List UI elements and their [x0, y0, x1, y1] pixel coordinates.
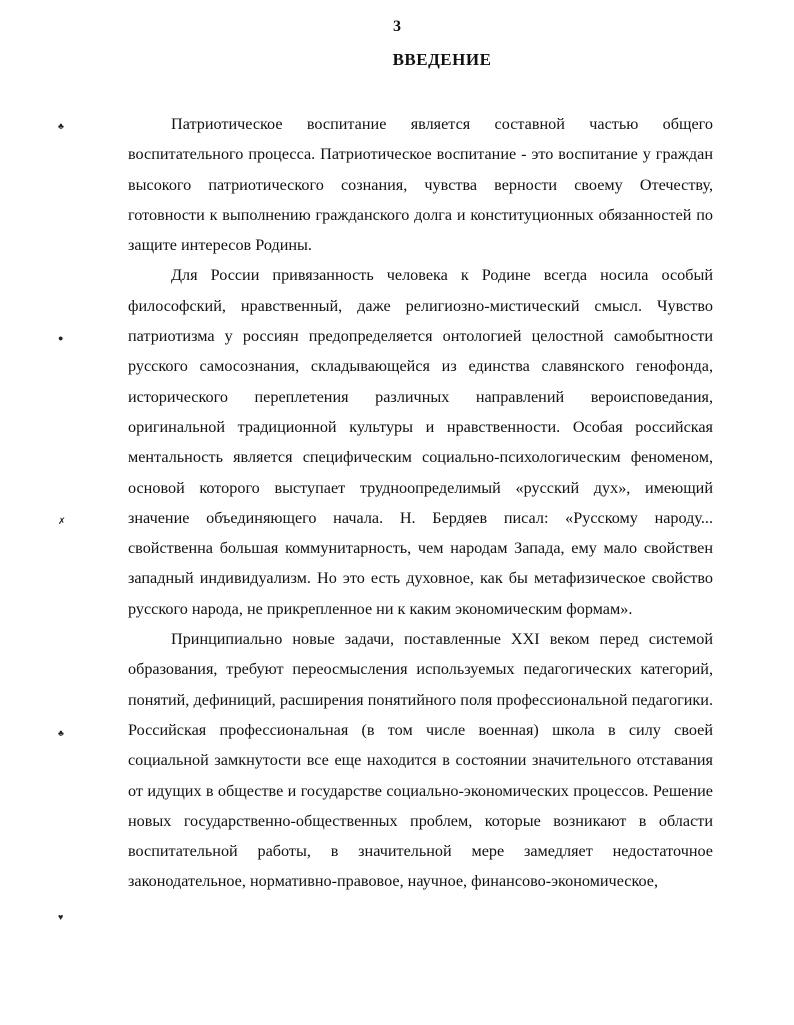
body-text: [128, 109, 713, 897]
paragraph: Для России привязанность человека к Родине всегда носила особый философский, нравственный, даже религиозно-мистический смысл. Чувство патриотизма у россиян предопределяется онтологией целостной самобытности русского самосознания, складывающейся из единства славянского генофонда, исторического переплетения различных направлений вероисповедания, оригинальной традиционной культуры и нравственности. Особая российская ментальность является специфическим социально-психологическим феноменом, основой которого выступает трудноопределимый «русский дух», имеющий значение объединяющего начала. Н. Бердяев писал: «Русскому народу... свойственна большая коммунитарность, чем народам Запада, ему мало свойствен западный индивидуализм. Но это есть духовное, как бы метафизическое свойство русского народа, не прикрепленное ни к каким экономическим формам».: [128, 266, 713, 618]
section-title: ВВЕДЕНИЕ: [392, 50, 492, 69]
paragraph: Патриотическое воспитание является составной частью общего воспитательного процесса. Патриотическое воспитание - это воспитание у граждан высокого патриотического сознания, чувства верности своему Отечеству, готовности к выполнению гражданского долга и конституционных обязанностей по защите интересов Родины.: [128, 115, 713, 255]
margin-mark-icon: ●: [58, 333, 64, 343]
page-number: 3: [393, 18, 401, 35]
paragraph: Принципиально новые задачи, поставленные XXI веком перед системой образования, требуют переосмысления используемых педагогических категорий, понятий, дефиниций, расширения понятийного поля профессиональной педагогики. Российская профессиональная (в том числе военная) школа в силу своей социальной замкнутости все еще находится в состоянии значительного отставания от идущих в обществе и государстве социально-экономических процессов. Решение новых государственно-общественных проблем, которые возникают в области воспитательной работы, в значительной мере замедляет недостаточное законодательное, нормативно-правовое, научное, финансово-экономическое,: [128, 630, 713, 891]
margin-mark-icon: ♥: [58, 912, 64, 922]
margin-mark-icon: ♣: [58, 728, 64, 738]
margin-mark-icon: ♣: [58, 121, 64, 131]
margin-mark-icon: ✗: [58, 516, 66, 526]
